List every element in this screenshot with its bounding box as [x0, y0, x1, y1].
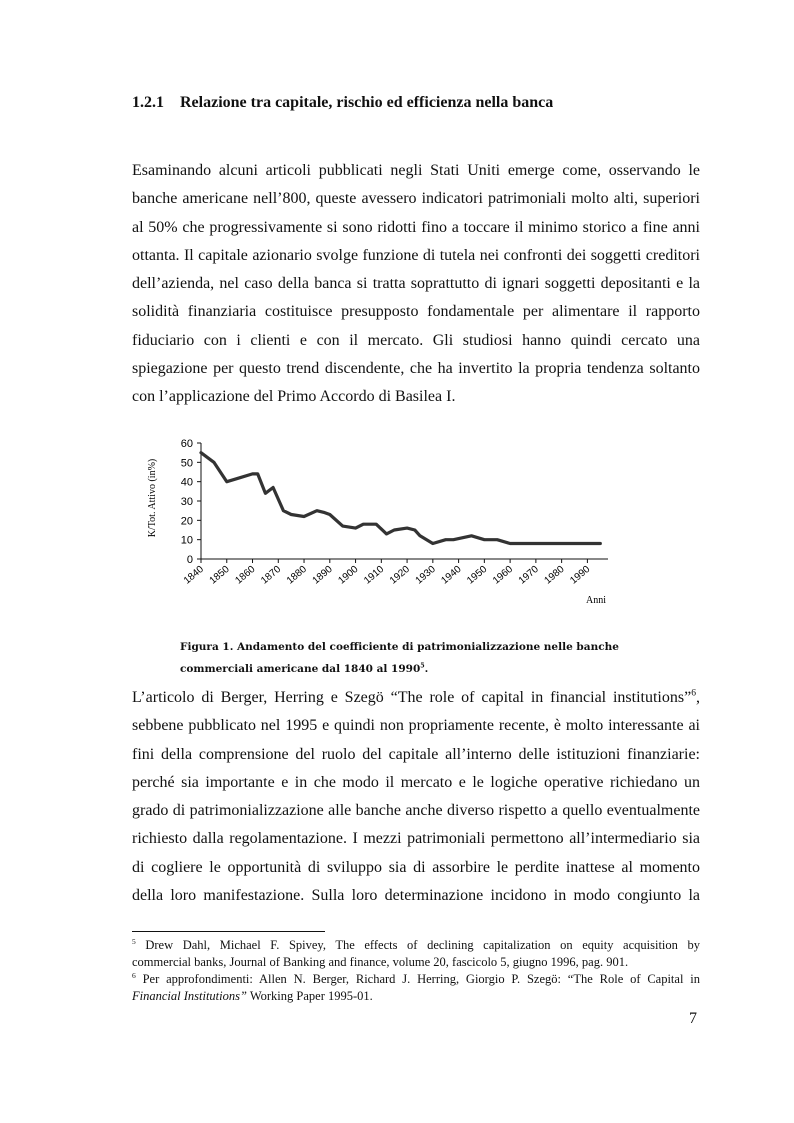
- x-tick-label: 1860: [233, 563, 258, 587]
- footnotes: [132, 937, 700, 1005]
- footnote-6-line: [132, 988, 700, 1005]
- paragraph-line: richiesto dalla regolamentazione. I mezzi patrimoniali permettono all’intermediario sia: [132, 830, 700, 848]
- y-tick-label: 20: [180, 515, 193, 528]
- x-tick-label: 1930: [413, 563, 438, 587]
- x-tick-label: 1900: [336, 563, 361, 587]
- page-number: 7: [689, 1010, 697, 1027]
- x-tick-label: 1950: [465, 563, 490, 587]
- footnote-italic-title: Financial Institutions”: [132, 989, 247, 1003]
- x-tick-label: 1890: [310, 563, 335, 587]
- y-tick-label: 10: [180, 534, 193, 547]
- x-tick-label: 1910: [362, 563, 387, 587]
- caption-text: commerciali americane dal 1840 al 1990: [180, 663, 421, 675]
- paragraph-line: perché sia importante e in che modo il mercato e le logiche operative richiedano un: [132, 773, 700, 791]
- footnote-5-line: [132, 937, 700, 954]
- x-tick-label: 1870: [259, 563, 284, 587]
- y-tick-label: 50: [180, 457, 193, 470]
- line-chart: [140, 428, 620, 618]
- caption-line: Figura 1. Andamento del coefficiente di patrimonializzazione nelle banche: [180, 641, 619, 653]
- footnote-number: 6: [132, 970, 136, 980]
- y-tick-label: 0: [186, 554, 193, 566]
- y-axis-label: K/Tot. Attivo (in%): [147, 458, 158, 538]
- paragraph-line: [132, 684, 700, 712]
- x-tick-label: 1970: [516, 563, 541, 587]
- paragraph-line: solidità finanziaria costituisce presupposto fondamentale per alimentare il rapporto: [132, 303, 700, 321]
- paragraph-line: di cogliere le opportunità di sviluppo sia di assorbire le perdite inattese al momento: [132, 858, 700, 876]
- footnote-ref[interactable]: 6: [691, 687, 696, 699]
- footnote-text: Per approfondimenti: Allen N. Berger, Richard J. Herring, Giorgio P. Szegö: “The Role of Capital in: [135, 972, 700, 986]
- figure-1-chart: [140, 428, 620, 618]
- y-tick-label: 60: [180, 438, 193, 450]
- paragraph-line: della loro manifestazione. Sulla loro determinazione incidono in modo congiunto la: [132, 887, 700, 905]
- section-heading: [132, 94, 553, 112]
- paragraph-text: L’articolo di Berger, Herring e Szegö “The role of capital in financial institutions”: [132, 689, 692, 706]
- footnote-text: Working Paper 1995-01.: [246, 989, 373, 1003]
- paragraph-line: banche americane nell’800, queste avessero indicatori patrimoniali molto alti, superiori: [132, 190, 700, 208]
- x-tick-label: 1880: [284, 563, 309, 587]
- paragraph-line: dell’azienda, nel caso della banca si tratta soprattutto di ignari soggetti depositanti e la: [132, 275, 700, 293]
- paragraph-line: al 50% che progressivamente si sono ridotti fino a toccare il minimo storico a fine anni: [132, 218, 700, 236]
- paragraph-line: sebbene pubblicato nel 1995 e quindi non propriamente recente, è molto interessante ai: [132, 717, 700, 735]
- x-tick-label: 1960: [490, 563, 516, 587]
- footnote-number: 5: [132, 936, 136, 946]
- caption-end: .: [424, 663, 429, 675]
- paragraph-1: [132, 157, 700, 412]
- x-tick-label: 1840: [181, 563, 206, 587]
- caption-line: [180, 658, 614, 680]
- paragraph-line: ottanta. Il capitale azionario svolge funzione di tutela nei confronti dei soggetti creditori: [132, 246, 700, 264]
- x-tick-label: 1920: [387, 563, 413, 587]
- y-tick-label: 40: [180, 476, 193, 489]
- x-tick-label: 1940: [439, 563, 464, 587]
- paragraph-line: fini della comprensione del ruolo del capitale all’interno delle istituzioni finanziarie:: [132, 745, 700, 763]
- x-tick-label: 1980: [542, 563, 567, 587]
- series-line: [201, 453, 600, 544]
- paragraph-line: fiduciario con i clienti e con il mercato. Gli studiosi hanno quindi cercato una: [132, 331, 700, 349]
- footnote-text: Drew Dahl, Michael F. Spivey, The effects of declining capitalization on equity acquisition by: [135, 938, 700, 952]
- section-number: 1.2.1: [132, 94, 164, 111]
- section-title: Relazione tra capitale, rischio ed efficienza nella banca: [180, 94, 554, 111]
- figure-caption: [180, 636, 619, 680]
- paragraph-line: Esaminando alcuni articoli pubblicati negli Stati Uniti emerge come, osservando le: [132, 162, 700, 179]
- footnote-5-line: commercial banks, Journal of Banking and finance, volume 20, fascicolo 5, giugno 1996, pag. 901.: [132, 955, 629, 969]
- paragraph-line: spiegazione per questo trend discendente, che ha invertito la propria tendenza soltanto: [132, 360, 700, 378]
- paragraph-text: ,: [696, 689, 700, 706]
- x-tick-label: 1850: [207, 563, 232, 587]
- footnote-separator: [132, 931, 325, 932]
- y-tick-label: 30: [180, 496, 193, 508]
- x-tick-label: 1990: [568, 563, 593, 587]
- footnote-ref[interactable]: 5: [420, 662, 425, 670]
- footnote-6-line: [132, 971, 700, 988]
- paragraph-line: grado di patrimonializzazione alle banche anche diverso rispetto a quello eventualmente: [132, 802, 700, 820]
- paragraph-2: [132, 684, 700, 910]
- x-axis-label: Anni: [586, 595, 606, 606]
- paragraph-line: con l’applicazione del Primo Accordo di Basilea I.: [132, 388, 456, 406]
